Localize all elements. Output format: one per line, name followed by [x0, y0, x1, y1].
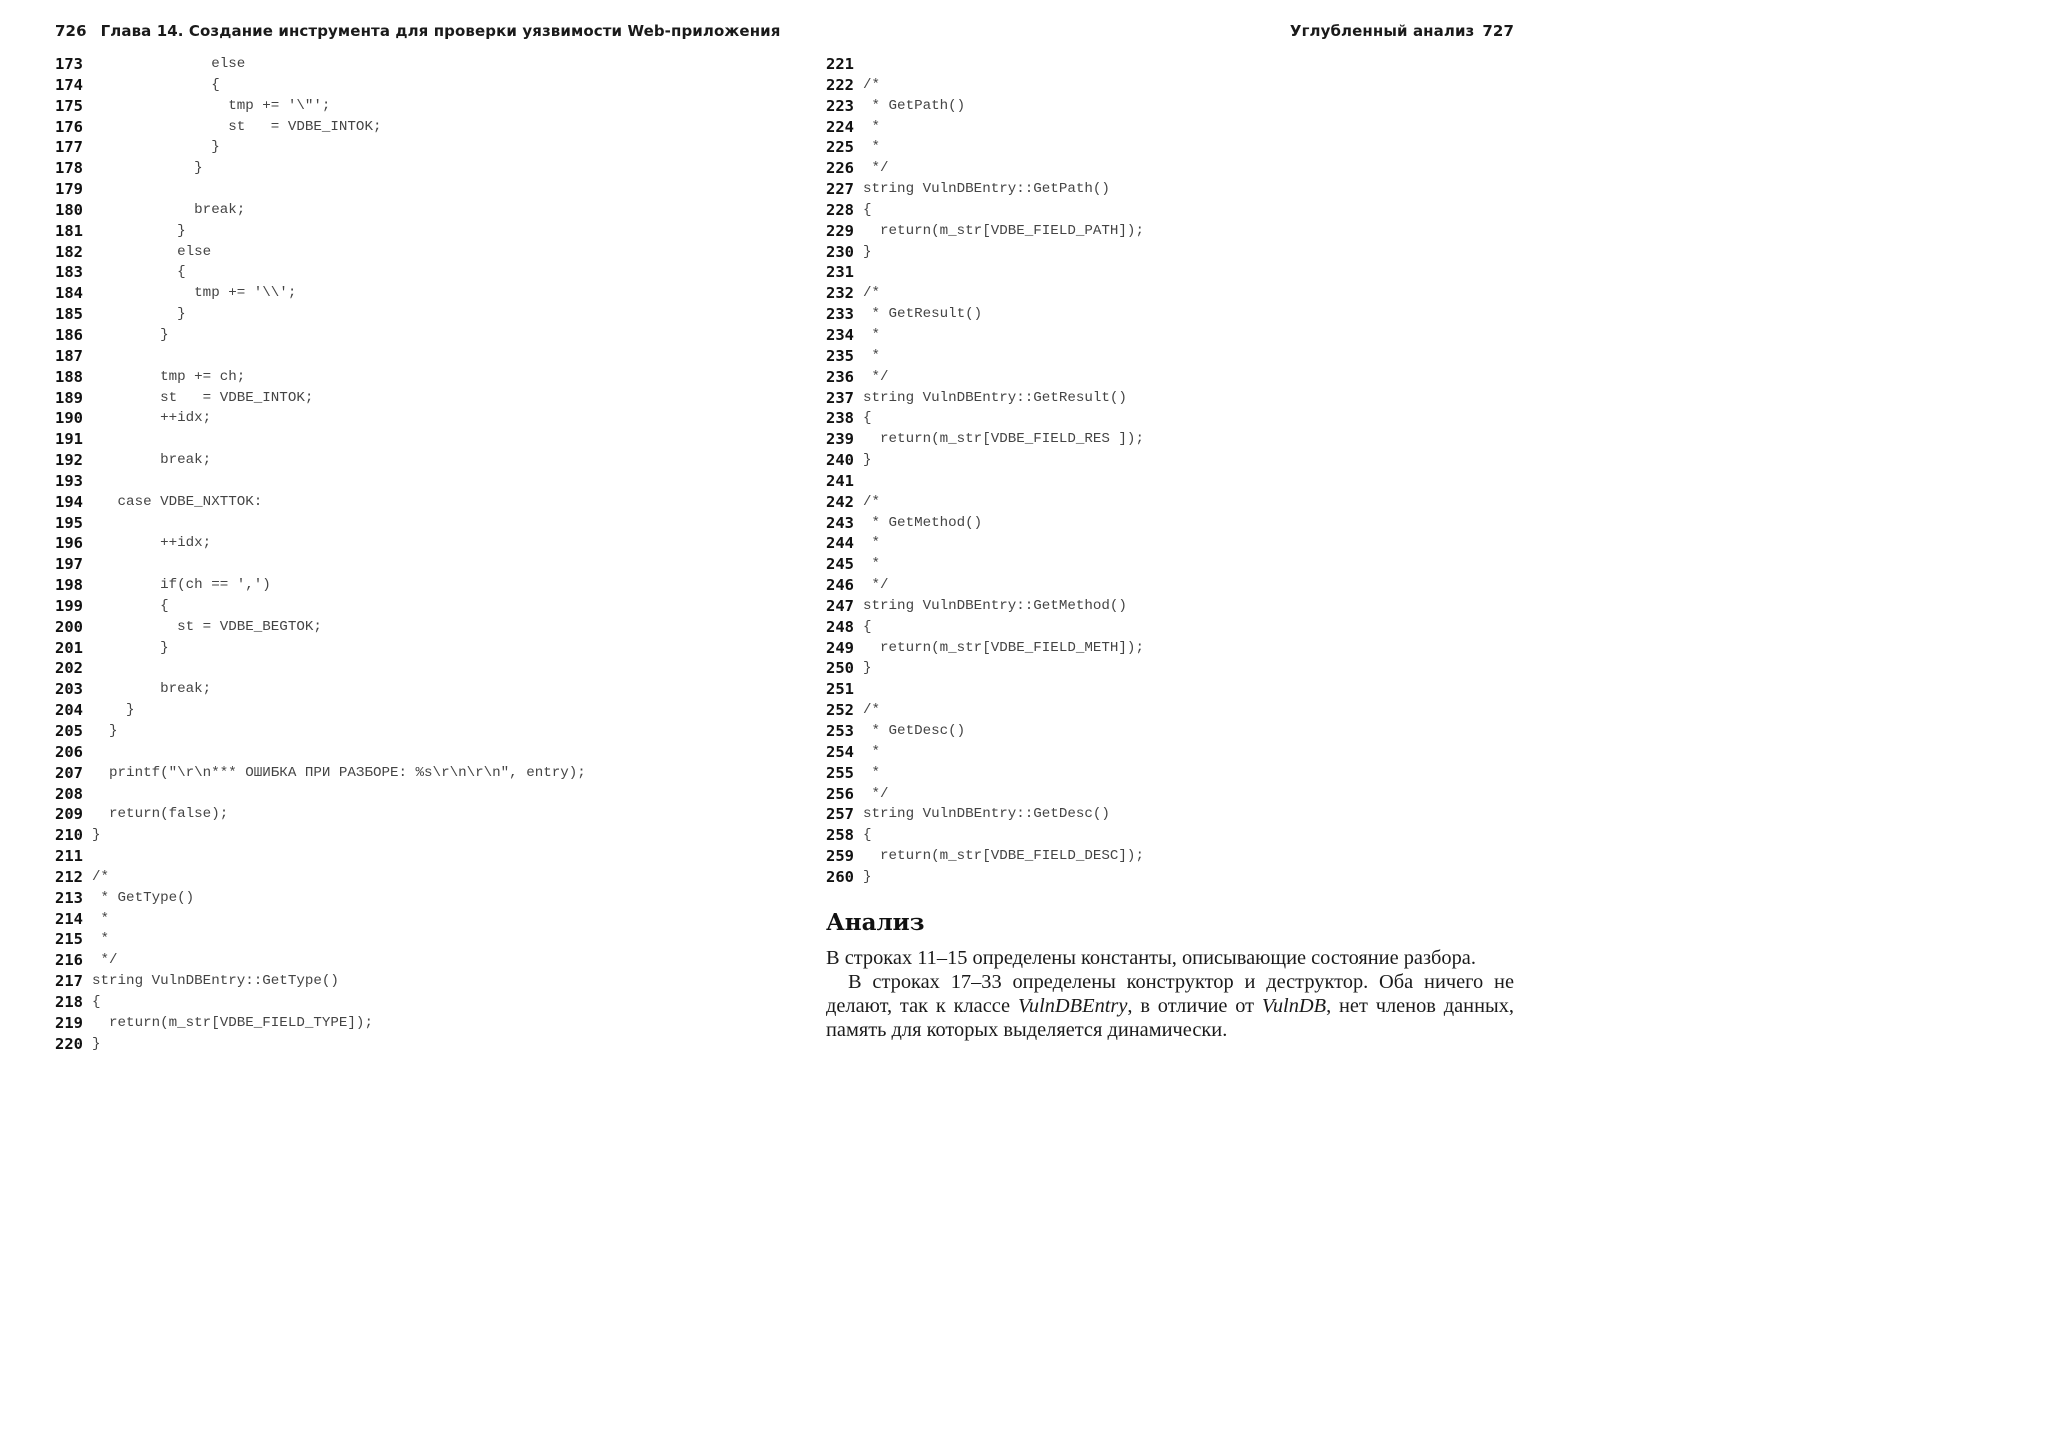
line-number: 192: [55, 451, 83, 470]
code-line: [55, 679, 586, 700]
line-number: 218: [55, 992, 83, 1011]
line-number: 228: [826, 200, 854, 219]
code-line: [55, 388, 586, 409]
code-text: else: [92, 243, 212, 260]
code-text: {: [92, 76, 220, 93]
analysis-heading: Анализ: [826, 909, 925, 936]
line-number: 210: [55, 826, 83, 845]
code-line: [55, 784, 586, 805]
code-line: [826, 763, 1144, 784]
line-number: 235: [826, 346, 854, 365]
code-line: [826, 679, 1144, 700]
code-text: }: [863, 660, 872, 677]
code-text: *: [863, 118, 881, 135]
code-line: [55, 200, 586, 221]
right-running-head: [1290, 22, 1514, 40]
code-line: [826, 638, 1144, 659]
code-line: [55, 888, 586, 909]
code-line: [55, 804, 586, 825]
code-text: {: [92, 597, 169, 614]
line-number: 250: [826, 659, 854, 678]
code-line: [826, 200, 1144, 221]
line-number: 239: [826, 430, 854, 449]
line-number: 211: [55, 847, 83, 866]
code-line: [55, 96, 586, 117]
code-line: [826, 262, 1144, 283]
left-page: [0, 0, 784, 1100]
line-number: 197: [55, 555, 83, 574]
line-number: 232: [826, 284, 854, 303]
line-number: 224: [826, 117, 854, 136]
code-text: return(false);: [92, 806, 229, 823]
code-text: {: [863, 201, 872, 218]
code-text: * GetResult(): [863, 306, 983, 323]
code-line: [55, 867, 586, 888]
code-text: }: [863, 243, 872, 260]
code-text: }: [863, 452, 872, 469]
code-line: [826, 533, 1144, 554]
code-text: st = VDBE_INTOK;: [92, 118, 382, 135]
line-number: 190: [55, 409, 83, 428]
code-text: */: [863, 577, 889, 594]
line-number: 176: [55, 117, 83, 136]
code-line: [826, 304, 1144, 325]
code-line: [826, 242, 1144, 263]
line-number: 248: [826, 617, 854, 636]
code-line: [826, 804, 1144, 825]
code-line: [55, 742, 586, 763]
line-number: 238: [826, 409, 854, 428]
line-number: 216: [55, 951, 83, 970]
code-text: * GetDesc(): [863, 723, 966, 739]
line-number: 255: [826, 763, 854, 782]
line-number: 227: [826, 180, 854, 199]
line-number: 229: [826, 221, 854, 240]
line-number: 254: [826, 742, 854, 761]
code-line: [826, 158, 1144, 179]
line-number: 253: [826, 722, 854, 740]
code-text: tmp += '\\';: [92, 285, 297, 302]
line-number: 199: [55, 596, 83, 615]
line-number: 203: [55, 680, 83, 699]
code-text: *: [863, 535, 881, 552]
code-listing-right: [826, 54, 1144, 888]
code-text: return(m_str[VDBE_FIELD_RES ]);: [863, 431, 1144, 448]
line-number: 180: [55, 200, 83, 219]
code-line: [826, 846, 1144, 867]
code-text: {: [92, 993, 101, 1010]
code-line: [826, 367, 1144, 388]
code-line: [826, 492, 1144, 513]
code-text: return(m_str[VDBE_FIELD_PATH]);: [863, 222, 1144, 239]
code-line: [826, 221, 1144, 242]
line-number: 221: [826, 55, 854, 73]
code-text: * GetMethod(): [863, 514, 983, 531]
code-text: return(m_str[VDBE_FIELD_DESC]);: [863, 848, 1144, 865]
code-text: {: [92, 264, 186, 281]
code-text: * GetPath(): [863, 97, 966, 114]
line-number: 184: [55, 284, 83, 303]
line-number: 182: [55, 242, 83, 261]
code-line: [826, 700, 1144, 721]
line-number: 185: [55, 305, 83, 324]
line-number: 242: [826, 492, 854, 511]
code-line: [55, 304, 586, 325]
line-number: 234: [826, 325, 854, 344]
code-line: [55, 846, 586, 867]
line-number: 209: [55, 805, 83, 824]
line-number: 196: [55, 534, 83, 553]
line-number: 194: [55, 492, 83, 511]
line-number: 251: [826, 680, 854, 699]
code-line: [55, 950, 586, 971]
code-line: [826, 825, 1144, 846]
analysis-paragraph-2: [826, 970, 1514, 1042]
code-text: */: [863, 368, 889, 385]
line-number: 220: [55, 1034, 83, 1053]
line-number: 193: [55, 471, 83, 490]
line-number: 213: [55, 888, 83, 907]
code-line: [55, 283, 586, 304]
code-line: [826, 137, 1144, 158]
code-text: string VulnDBEntry::GetMethod(): [863, 597, 1127, 614]
line-number: 249: [826, 638, 854, 657]
code-text: {: [863, 827, 872, 844]
code-text: /*: [863, 493, 881, 510]
line-number: 208: [55, 784, 83, 803]
code-line: [55, 971, 586, 992]
code-text: if(ch == ','): [92, 577, 271, 594]
line-number: 256: [826, 784, 854, 803]
line-number: 200: [55, 617, 83, 636]
code-text: string VulnDBEntry::GetResult(): [863, 389, 1127, 406]
code-line: [55, 596, 586, 617]
code-text: *: [92, 931, 110, 948]
code-line: [55, 471, 586, 492]
line-number: 175: [55, 96, 83, 115]
analysis-section: [826, 906, 1514, 1042]
chapter-title: Глава 14. Создание инструмента для проверки уязвимости Web-приложения: [100, 22, 781, 40]
class-name-vulndbentry: VulnDBEntry: [1017, 995, 1128, 1017]
code-line: [55, 1013, 586, 1034]
line-number: 237: [826, 388, 854, 407]
page-number-right: 727: [1482, 22, 1514, 40]
code-line: [55, 825, 586, 846]
code-line: [55, 158, 586, 179]
line-number: 189: [55, 388, 83, 407]
code-text: */: [863, 160, 889, 177]
code-line: [55, 117, 586, 138]
code-text: /*: [92, 868, 110, 885]
code-line: [55, 242, 586, 263]
code-line: [826, 346, 1144, 367]
analysis-paragraph-1: В строках 11–15 определены константы, описывающие состояние разбора.: [826, 947, 1476, 969]
code-listing-left: [55, 54, 586, 1055]
code-text: case VDBE_NXTTOK:: [92, 493, 263, 510]
code-line: [826, 117, 1144, 138]
code-text: }: [92, 723, 118, 739]
line-number: 173: [55, 55, 83, 73]
line-number: 204: [55, 701, 83, 720]
line-number: 226: [826, 159, 854, 178]
line-number: 188: [55, 367, 83, 386]
line-number: 240: [826, 451, 854, 470]
line-number: 177: [55, 138, 83, 157]
code-line: [55, 721, 586, 742]
line-number: 212: [55, 867, 83, 886]
code-line: [55, 54, 586, 75]
code-text: *: [863, 743, 881, 760]
code-line: [55, 179, 586, 200]
code-line: [826, 179, 1144, 200]
code-text: *: [863, 139, 881, 156]
code-line: [826, 742, 1144, 763]
code-line: [55, 575, 586, 596]
code-line: [826, 617, 1144, 638]
code-line: [826, 784, 1144, 805]
code-text: */: [92, 952, 118, 969]
code-text: }: [92, 827, 101, 844]
line-number: 217: [55, 972, 83, 991]
line-number: 257: [826, 805, 854, 824]
code-text: break;: [92, 681, 212, 698]
code-text: ++idx;: [92, 410, 212, 427]
code-text: *: [863, 347, 881, 364]
line-number: 258: [826, 826, 854, 845]
code-text: *: [863, 326, 881, 343]
line-number: 195: [55, 513, 83, 532]
line-number: 191: [55, 430, 83, 449]
code-text: *: [863, 764, 881, 781]
line-number: 223: [826, 96, 854, 115]
line-number: 186: [55, 325, 83, 344]
code-line: [826, 283, 1144, 304]
code-line: [826, 554, 1144, 575]
code-text: string VulnDBEntry::GetDesc(): [863, 806, 1110, 823]
code-line: [55, 429, 586, 450]
code-line: [826, 471, 1144, 492]
code-line: [55, 75, 586, 96]
code-text: else: [92, 56, 246, 72]
code-text: return(m_str[VDBE_FIELD_METH]);: [863, 639, 1144, 656]
analysis-text: , нет членов данных, память для которых выделяется динамически.: [826, 995, 1514, 1041]
code-line: [55, 992, 586, 1013]
right-page: [784, 0, 1568, 1100]
line-number: 222: [826, 75, 854, 94]
line-number: 233: [826, 305, 854, 324]
page-number-left: 726: [55, 22, 87, 40]
line-number: 260: [826, 867, 854, 886]
code-line: [826, 96, 1144, 117]
line-number: 247: [826, 596, 854, 615]
code-line: [55, 554, 586, 575]
line-number: 183: [55, 263, 83, 282]
section-title: Углубленный анализ: [1289, 22, 1475, 40]
code-text: *: [92, 910, 110, 927]
code-line: [55, 658, 586, 679]
code-text: st = VDBE_BEGTOK;: [92, 618, 322, 635]
line-number: 243: [826, 513, 854, 532]
line-number: 174: [55, 75, 83, 94]
code-text: *: [863, 556, 881, 573]
code-line: [826, 575, 1144, 596]
code-line: [55, 262, 586, 283]
code-line: [826, 513, 1144, 534]
code-text: }: [92, 326, 169, 343]
line-number: 178: [55, 159, 83, 178]
code-text: }: [863, 868, 872, 885]
line-number: 201: [55, 638, 83, 657]
code-text: string VulnDBEntry::GetType(): [92, 973, 339, 990]
code-line: [55, 1034, 586, 1055]
code-line: [55, 137, 586, 158]
code-line: [826, 658, 1144, 679]
code-line: [826, 721, 1144, 742]
code-text: }: [92, 139, 220, 156]
line-number: 230: [826, 242, 854, 261]
code-line: [826, 54, 1144, 75]
code-text: }: [92, 306, 186, 323]
line-number: 219: [55, 1013, 83, 1032]
code-line: [826, 596, 1144, 617]
code-text: }: [92, 222, 186, 239]
line-number: 236: [826, 367, 854, 386]
code-text: tmp += '\"';: [92, 97, 331, 114]
code-text: st = VDBE_INTOK;: [92, 389, 314, 406]
code-text: break;: [92, 452, 212, 469]
code-line: [55, 408, 586, 429]
code-line: [55, 346, 586, 367]
code-text: }: [92, 160, 203, 177]
code-text: }: [92, 702, 135, 719]
line-number: 198: [55, 576, 83, 595]
code-text: }: [92, 639, 169, 656]
code-text: /*: [863, 285, 881, 302]
code-text: }: [92, 1035, 101, 1052]
class-name-vulndb: VulnDB: [1261, 995, 1327, 1017]
code-text: /*: [863, 702, 881, 719]
line-number: 259: [826, 847, 854, 866]
code-text: * GetType(): [92, 889, 195, 906]
code-line: [55, 492, 586, 513]
code-line: [55, 367, 586, 388]
code-line: [826, 388, 1144, 409]
code-text: printf("\r\n*** ОШИБКА ПРИ РАЗБОРЕ: %s\r\n\r\n", entry);: [92, 764, 586, 781]
code-line: [55, 909, 586, 930]
line-number: 207: [55, 763, 83, 782]
code-line: [55, 325, 586, 346]
line-number: 179: [55, 180, 83, 199]
code-line: [826, 450, 1144, 471]
code-text: ++idx;: [92, 535, 212, 552]
code-line: [55, 929, 586, 950]
code-line: [55, 617, 586, 638]
code-line: [826, 429, 1144, 450]
code-line: [826, 75, 1144, 96]
line-number: 246: [826, 576, 854, 595]
line-number: 215: [55, 930, 83, 949]
code-text: {: [863, 618, 872, 635]
analysis-text: В строках 17–33 определены конструктор и деструктор. Оба ничего не делают, так к классе: [826, 971, 1514, 1017]
code-line: [826, 325, 1144, 346]
code-text: */: [863, 785, 889, 802]
code-line: [55, 513, 586, 534]
line-number: 187: [55, 346, 83, 365]
code-line: [55, 533, 586, 554]
line-number: 245: [826, 555, 854, 574]
code-line: [826, 867, 1144, 888]
left-running-head: [55, 22, 781, 40]
line-number: 214: [55, 909, 83, 928]
line-number: 202: [55, 659, 83, 678]
code-text: string VulnDBEntry::GetPath(): [863, 181, 1110, 198]
code-line: [55, 450, 586, 471]
line-number: 181: [55, 221, 83, 240]
line-number: 241: [826, 471, 854, 490]
analysis-text: , в отличие от: [1127, 995, 1262, 1017]
line-number: 252: [826, 701, 854, 720]
code-text: tmp += ch;: [92, 368, 246, 385]
code-line: [55, 221, 586, 242]
line-number: 231: [826, 263, 854, 282]
code-line: [55, 763, 586, 784]
code-line: [55, 700, 586, 721]
code-text: /*: [863, 76, 881, 93]
code-text: {: [863, 410, 872, 427]
line-number: 225: [826, 138, 854, 157]
code-text: return(m_str[VDBE_FIELD_TYPE]);: [92, 1014, 373, 1031]
line-number: 244: [826, 534, 854, 553]
code-text: break;: [92, 201, 246, 218]
code-line: [55, 638, 586, 659]
code-line: [826, 408, 1144, 429]
line-number: 205: [55, 722, 83, 740]
line-number: 206: [55, 742, 83, 761]
